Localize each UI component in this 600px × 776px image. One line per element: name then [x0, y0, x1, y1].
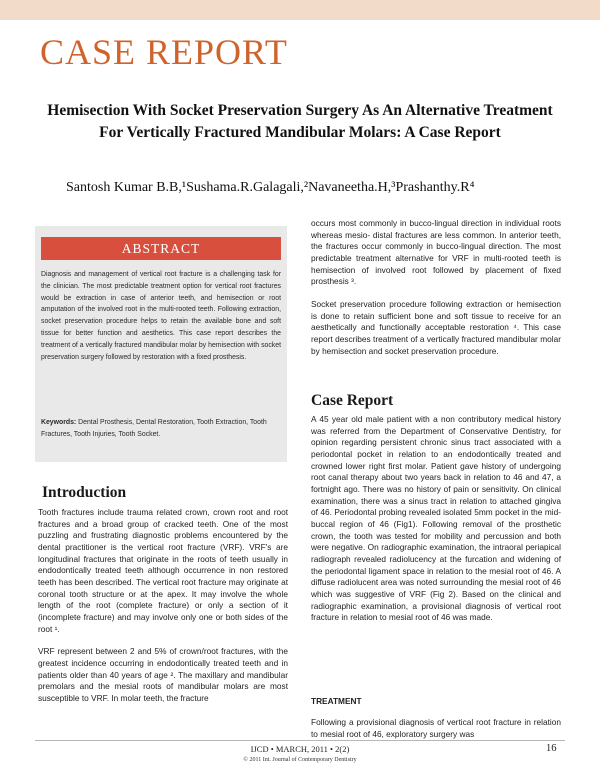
keywords-label: Keywords:: [41, 419, 77, 426]
header-banner: [0, 20, 600, 78]
banner-title: CASE REPORT: [40, 32, 288, 72]
introduction-heading: Introduction: [42, 484, 127, 501]
footer-divider: [35, 740, 565, 741]
case-report-heading: Case Report: [311, 392, 394, 409]
introduction-paragraph-1: Tooth fractures include trauma related crown, crown root and root fractures and a broad group of cracked teeth. One of the most puzzling and frustrating diagnostic problems encountered by the dental practitioner is the vertical root fracture (VRF). VRF's are longitudinal fractures that originate in the roots of teeth usually in endodontically treated teeth although occurrence in non restored teeth has been described. The vertical root fracture may originate at coronal tooth structure or at the apex. It may involve the whole length of the root (complete fracture) or only a section of it (incomplete fracture) and may involve only one or both sides of the root ¹.: [38, 507, 288, 634]
treatment-text: Following a provisional diagnosis of vertical root fracture in relation to mesial root of 46, exploratory surgery was: [311, 717, 561, 739]
authors-line: Santosh Kumar B.B,¹Sushama.R.Galagali,²Navaneetha.H,³Prashanthy.R⁴: [66, 180, 475, 195]
case-report-text: A 45 year old male patient with a non contributory medical history was referred from the Department of Conservative Dentistry, for opinion regarding persistent chronic sinus tract associated with a periodontal pocket in relation to an endodontically treated and crowned lower right first molar. Patient gave history of undergoing root canal therapy about two years back in relation to 46 and 47, a fortnight ago. There was no history of pain or sensitivity. On clinical examination, there was a sinus tract in relation to attached gingiva of 46. Periodontal probing revealed isolated 5mm pocket in the mid-buccal region of 46 (Fig1). Following removal of the prosthetic crown, the tooth was tested for mobility and percussion and both were negative. On radiographic examination, the intraoral periapical radiograph revealed radiolucency at the furcation and widening of the periodontal ligament space in relation to the mesial root of 46. A diffuse radiolucent area was noted surrounding the mesial root of 46 which was suggestive of VRF (Fig 2). Based on the clinical and radiographic examination, a provisional diagnosis of vertical root fracture in relation to mesial root of 46 was made.: [311, 414, 561, 623]
right-column-paragraph-2: Socket preservation procedure following extraction or hemisection is done to retain sufficient bone and soft tissue to receive for an aesthetically and functionally acceptable restoration ⁴. This case report describes treatment of a vertically fractured mandibular molar by hemisection and socket preservation procedure.: [311, 298, 561, 356]
treatment-heading: TREATMENT: [311, 696, 362, 706]
introduction-paragraph-2: VRF represent between 2 and 5% of crown/root fractures, with the greatest incidence occurring in endodontically treated teeth and in patients older than 40 years of age ². The maxillary and mandibular premolars and the mesial roots of mandibular molars are most susceptible to VRF. In molar teeth, the fracture: [38, 646, 288, 703]
introduction-body: [38, 507, 288, 716]
article-title: Hemisection With Socket Preservation Surgery As An Alternative Treatment For Vertically Fractured Mandibular Molars: A Case Report: [47, 102, 553, 141]
page-number: 16: [546, 743, 557, 754]
abstract-box: [35, 226, 287, 462]
right-column-body: [311, 218, 561, 368]
keywords-list: Dental Prosthesis, Dental Restoration, Tooth Extraction, Tooth Fractures, Tooth Injuries, Tooth Socket.: [41, 419, 267, 438]
footer-journal: IJCD • MARCH, 2011 • 2(2): [250, 744, 350, 754]
footer-copyright: © 2011 Int. Journal of Contemporary Dentistry: [243, 757, 357, 763]
keywords: [41, 417, 281, 441]
top-bar: [0, 0, 600, 20]
abstract-text: Diagnosis and management of vertical root fracture is a challenging task for the clinician. The most predictable treatment option for vertical root fractures would be extraction in case of anterior teeth, and hemisection or root amputation of the involved root in the multi-rooted teeth. Following extraction, socket preservation procedure helps to retain the available bone and soft tissue for better function and aesthetics. This case report describes the treatment of a vertically fractured mandibular molar by hemisection with socket preservation surgery followed by restoration with a fixed prosthesis.: [41, 271, 281, 361]
abstract-heading: ABSTRACT: [41, 237, 281, 260]
right-column-paragraph-1: occurs most commonly in bucco-lingual direction in individual roots whereas mesio- distal fractures are less common. In anterior teeth, the fractures occur commonly in bucco-lingual direction. The most predictable treatment alternative for VRF in multi-rooted teeth is hemisection of involved root followed by placement of fixed prosthesis ³.: [311, 218, 561, 287]
